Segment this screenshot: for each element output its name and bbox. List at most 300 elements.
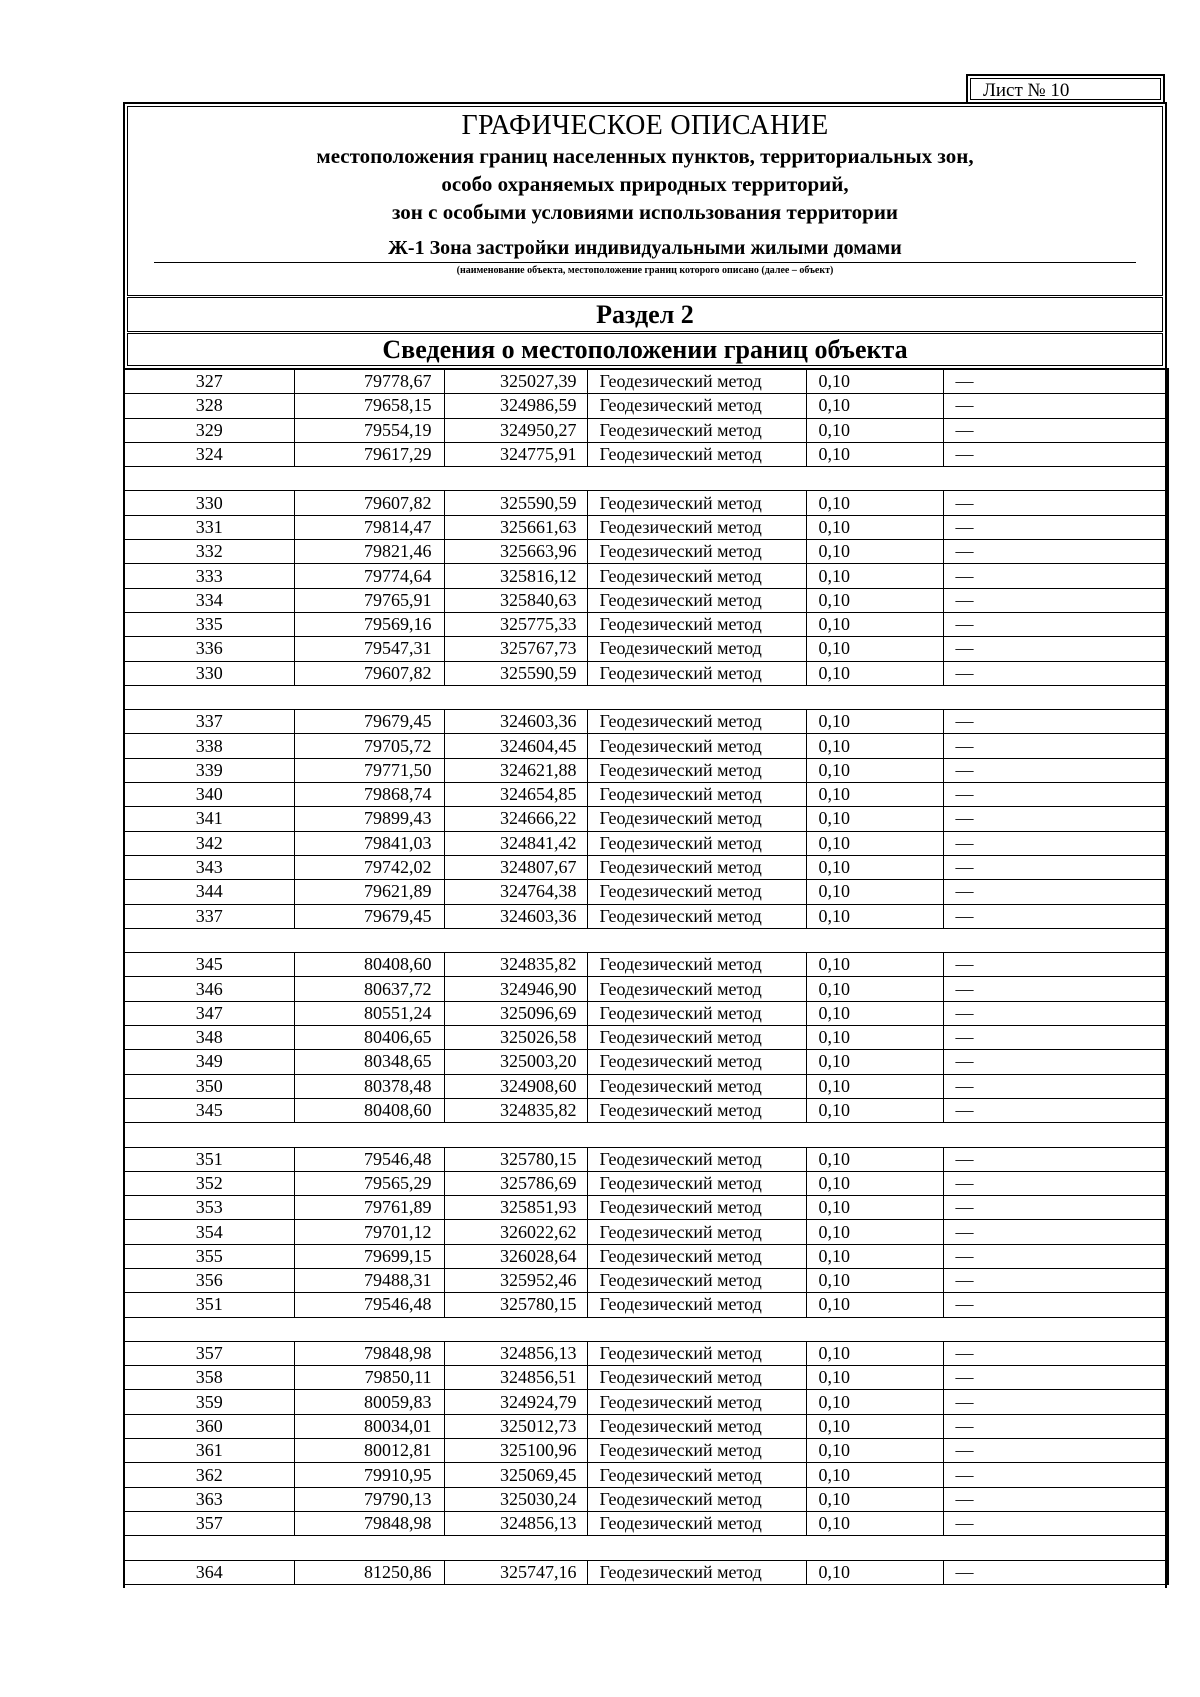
y-coordinate-cell: 325780,15 — [444, 1293, 587, 1317]
precision-cell: 0,10 — [806, 1098, 943, 1122]
y-coordinate-cell: 324835,82 — [444, 953, 587, 977]
x-coordinate-cell: 80348,65 — [294, 1050, 444, 1074]
description-cell: — — [943, 758, 1168, 782]
precision-cell: 0,10 — [806, 1439, 943, 1463]
precision-cell: 0,10 — [806, 369, 943, 394]
method-cell: Геодезический метод — [587, 1244, 806, 1268]
description-cell: — — [943, 588, 1168, 612]
point-number-cell: 356 — [124, 1268, 294, 1292]
method-cell: Геодезический метод — [587, 1341, 806, 1365]
point-number-cell: 345 — [124, 1098, 294, 1122]
table-row — [124, 442, 1168, 466]
description-cell: — — [943, 880, 1168, 904]
table-row — [124, 1463, 1168, 1487]
description-cell: — — [943, 807, 1168, 831]
x-coordinate-cell: 79554,19 — [294, 418, 444, 442]
table-row — [124, 418, 1168, 442]
table-row — [124, 880, 1168, 904]
y-coordinate-cell: 324775,91 — [444, 442, 587, 466]
x-coordinate-cell: 79607,82 — [294, 491, 444, 515]
y-coordinate-cell: 325030,24 — [444, 1487, 587, 1511]
method-cell: Геодезический метод — [587, 1220, 806, 1244]
group-separator-cell — [124, 685, 1168, 709]
x-coordinate-cell: 80034,01 — [294, 1414, 444, 1438]
method-cell: Геодезический метод — [587, 758, 806, 782]
y-coordinate-cell: 325840,63 — [444, 588, 587, 612]
group-separator-cell — [124, 1536, 1168, 1560]
sheet-number-box — [966, 74, 1165, 104]
y-coordinate-cell: 324654,85 — [444, 783, 587, 807]
precision-cell: 0,10 — [806, 1341, 943, 1365]
precision-cell: 0,10 — [806, 491, 943, 515]
description-cell: — — [943, 855, 1168, 879]
x-coordinate-cell: 79658,15 — [294, 394, 444, 418]
precision-cell: 0,10 — [806, 540, 943, 564]
method-cell: Геодезический метод — [587, 564, 806, 588]
precision-cell: 0,10 — [806, 1001, 943, 1025]
precision-cell: 0,10 — [806, 977, 943, 1001]
y-coordinate-cell: 324666,22 — [444, 807, 587, 831]
x-coordinate-cell: 79771,50 — [294, 758, 444, 782]
x-coordinate-cell: 80637,72 — [294, 977, 444, 1001]
table-row — [124, 1293, 1168, 1317]
precision-cell: 0,10 — [806, 710, 943, 734]
x-coordinate-cell: 79701,12 — [294, 1220, 444, 1244]
precision-cell: 0,10 — [806, 904, 943, 928]
method-cell: Геодезический метод — [587, 807, 806, 831]
y-coordinate-cell: 325767,73 — [444, 637, 587, 661]
precision-cell: 0,10 — [806, 588, 943, 612]
table-row — [124, 1244, 1168, 1268]
x-coordinate-cell: 79841,03 — [294, 831, 444, 855]
precision-cell: 0,10 — [806, 1147, 943, 1171]
group-separator-row — [124, 928, 1168, 952]
method-cell: Геодезический метод — [587, 734, 806, 758]
x-coordinate-cell: 79488,31 — [294, 1268, 444, 1292]
table-row — [124, 1001, 1168, 1025]
table-row — [124, 855, 1168, 879]
point-number-cell: 341 — [124, 807, 294, 831]
precision-cell: 0,10 — [806, 1487, 943, 1511]
precision-cell: 0,10 — [806, 564, 943, 588]
method-cell: Геодезический метод — [587, 418, 806, 442]
point-number-cell: 351 — [124, 1147, 294, 1171]
point-number-cell: 352 — [124, 1171, 294, 1195]
description-cell: — — [943, 1293, 1168, 1317]
x-coordinate-cell: 79617,29 — [294, 442, 444, 466]
table-row — [124, 1098, 1168, 1122]
method-cell: Геодезический метод — [587, 442, 806, 466]
x-coordinate-cell: 79679,45 — [294, 904, 444, 928]
document-title: ГРАФИЧЕСКОЕ ОПИСАНИЕ — [461, 110, 829, 141]
x-coordinate-cell: 79868,74 — [294, 783, 444, 807]
point-number-cell: 331 — [124, 515, 294, 539]
table-row — [124, 540, 1168, 564]
precision-cell: 0,10 — [806, 880, 943, 904]
method-cell: Геодезический метод — [587, 1098, 806, 1122]
table-row — [124, 1366, 1168, 1390]
description-cell: — — [943, 637, 1168, 661]
point-number-cell: 349 — [124, 1050, 294, 1074]
description-cell: — — [943, 904, 1168, 928]
y-coordinate-cell: 325786,69 — [444, 1171, 587, 1195]
coordinates-table — [123, 368, 1169, 1585]
table-row — [124, 564, 1168, 588]
method-cell: Геодезический метод — [587, 1463, 806, 1487]
point-number-cell: 348 — [124, 1026, 294, 1050]
precision-cell: 0,10 — [806, 807, 943, 831]
table-row — [124, 1171, 1168, 1195]
document-header — [127, 106, 1163, 296]
method-cell: Геодезический метод — [587, 661, 806, 685]
precision-cell: 0,10 — [806, 1366, 943, 1390]
group-separator-row — [124, 1317, 1168, 1341]
method-cell: Геодезический метод — [587, 1560, 806, 1584]
description-cell: — — [943, 515, 1168, 539]
x-coordinate-cell: 79699,15 — [294, 1244, 444, 1268]
point-number-cell: 337 — [124, 904, 294, 928]
x-coordinate-cell: 80059,83 — [294, 1390, 444, 1414]
y-coordinate-cell: 324856,13 — [444, 1511, 587, 1535]
x-coordinate-cell: 79565,29 — [294, 1171, 444, 1195]
point-number-cell: 324 — [124, 442, 294, 466]
y-coordinate-cell: 325851,93 — [444, 1196, 587, 1220]
method-cell: Геодезический метод — [587, 1511, 806, 1535]
table-row — [124, 1196, 1168, 1220]
precision-cell: 0,10 — [806, 1196, 943, 1220]
table-row — [124, 1050, 1168, 1074]
point-number-cell: 363 — [124, 1487, 294, 1511]
y-coordinate-cell: 324986,59 — [444, 394, 587, 418]
x-coordinate-cell: 79778,67 — [294, 369, 444, 394]
method-cell: Геодезический метод — [587, 880, 806, 904]
precision-cell: 0,10 — [806, 1560, 943, 1584]
table-row — [124, 1341, 1168, 1365]
precision-cell: 0,10 — [806, 1390, 943, 1414]
precision-cell: 0,10 — [806, 1463, 943, 1487]
table-row — [124, 1560, 1168, 1584]
method-cell: Геодезический метод — [587, 1487, 806, 1511]
precision-cell: 0,10 — [806, 1050, 943, 1074]
precision-cell: 0,10 — [806, 855, 943, 879]
method-cell: Геодезический метод — [587, 637, 806, 661]
object-caption: (наименование объекта, местоположение границ которого описано (далее – объект) — [456, 265, 834, 276]
description-cell: — — [943, 1244, 1168, 1268]
method-cell: Геодезический метод — [587, 1001, 806, 1025]
method-cell: Геодезический метод — [587, 540, 806, 564]
description-cell: — — [943, 394, 1168, 418]
method-cell: Геодезический метод — [587, 1026, 806, 1050]
table-row — [124, 1074, 1168, 1098]
precision-cell: 0,10 — [806, 515, 943, 539]
table-row — [124, 904, 1168, 928]
point-number-cell: 350 — [124, 1074, 294, 1098]
method-cell: Геодезический метод — [587, 1390, 806, 1414]
group-separator-row — [124, 685, 1168, 709]
method-cell: Геодезический метод — [587, 1268, 806, 1292]
y-coordinate-cell: 324924,79 — [444, 1390, 587, 1414]
description-cell: — — [943, 1463, 1168, 1487]
point-number-cell: 357 — [124, 1511, 294, 1535]
group-separator-cell — [124, 467, 1168, 491]
y-coordinate-cell: 324807,67 — [444, 855, 587, 879]
table-row — [124, 1414, 1168, 1438]
precision-cell: 0,10 — [806, 442, 943, 466]
description-cell: — — [943, 540, 1168, 564]
y-coordinate-cell: 324603,36 — [444, 710, 587, 734]
method-cell: Геодезический метод — [587, 394, 806, 418]
table-row — [124, 1147, 1168, 1171]
y-coordinate-cell: 324604,45 — [444, 734, 587, 758]
precision-cell: 0,10 — [806, 1220, 943, 1244]
point-number-cell: 338 — [124, 734, 294, 758]
point-number-cell: 345 — [124, 953, 294, 977]
description-cell: — — [943, 1560, 1168, 1584]
table-row — [124, 710, 1168, 734]
document-subtitle-line-2: особо охраняемых природных территорий, — [441, 172, 849, 196]
method-cell: Геодезический метод — [587, 1439, 806, 1463]
precision-cell: 0,10 — [806, 661, 943, 685]
y-coordinate-cell: 326022,62 — [444, 1220, 587, 1244]
y-coordinate-cell: 325590,59 — [444, 661, 587, 685]
precision-cell: 0,10 — [806, 734, 943, 758]
object-name: Ж-1 Зона застройки индивидуальными жилыми домами — [388, 237, 902, 259]
x-coordinate-cell: 79790,13 — [294, 1487, 444, 1511]
precision-cell: 0,10 — [806, 1026, 943, 1050]
coordinates-table-body — [124, 369, 1168, 1584]
table-row — [124, 491, 1168, 515]
table-row — [124, 807, 1168, 831]
point-number-cell: 344 — [124, 880, 294, 904]
group-separator-cell — [124, 1317, 1168, 1341]
precision-cell: 0,10 — [806, 1511, 943, 1535]
table-row — [124, 758, 1168, 782]
point-number-cell: 347 — [124, 1001, 294, 1025]
description-cell: — — [943, 1220, 1168, 1244]
point-number-cell: 346 — [124, 977, 294, 1001]
precision-cell: 0,10 — [806, 831, 943, 855]
point-number-cell: 358 — [124, 1366, 294, 1390]
document-subtitle-line-3: зон с особыми условиями использования территории — [391, 200, 899, 224]
method-cell: Геодезический метод — [587, 953, 806, 977]
point-number-cell: 339 — [124, 758, 294, 782]
point-number-cell: 343 — [124, 855, 294, 879]
point-number-cell: 334 — [124, 588, 294, 612]
x-coordinate-cell: 80551,24 — [294, 1001, 444, 1025]
method-cell: Геодезический метод — [587, 904, 806, 928]
point-number-cell: 360 — [124, 1414, 294, 1438]
point-number-cell: 342 — [124, 831, 294, 855]
y-coordinate-cell: 324946,90 — [444, 977, 587, 1001]
point-number-cell: 355 — [124, 1244, 294, 1268]
table-row — [124, 831, 1168, 855]
method-cell: Геодезический метод — [587, 710, 806, 734]
x-coordinate-cell: 79850,11 — [294, 1366, 444, 1390]
point-number-cell: 328 — [124, 394, 294, 418]
y-coordinate-cell: 324835,82 — [444, 1098, 587, 1122]
point-number-cell: 330 — [124, 491, 294, 515]
point-number-cell: 332 — [124, 540, 294, 564]
y-coordinate-cell: 324950,27 — [444, 418, 587, 442]
description-cell: — — [943, 564, 1168, 588]
description-cell: — — [943, 977, 1168, 1001]
point-number-cell: 340 — [124, 783, 294, 807]
point-number-cell: 357 — [124, 1341, 294, 1365]
precision-cell: 0,10 — [806, 1268, 943, 1292]
table-row — [124, 1220, 1168, 1244]
table-row — [124, 515, 1168, 539]
description-cell: — — [943, 418, 1168, 442]
x-coordinate-cell: 79761,89 — [294, 1196, 444, 1220]
x-coordinate-cell: 79814,47 — [294, 515, 444, 539]
table-row — [124, 1026, 1168, 1050]
description-cell: — — [943, 491, 1168, 515]
description-cell: — — [943, 661, 1168, 685]
point-number-cell: 359 — [124, 1390, 294, 1414]
description-cell: — — [943, 1026, 1168, 1050]
description-cell: — — [943, 710, 1168, 734]
method-cell: Геодезический метод — [587, 1074, 806, 1098]
precision-cell: 0,10 — [806, 783, 943, 807]
table-row — [124, 637, 1168, 661]
table-row — [124, 612, 1168, 636]
table-row — [124, 977, 1168, 1001]
point-number-cell: 327 — [124, 369, 294, 394]
precision-cell: 0,10 — [806, 758, 943, 782]
method-cell: Геодезический метод — [587, 1196, 806, 1220]
method-cell: Геодезический метод — [587, 612, 806, 636]
group-separator-row — [124, 467, 1168, 491]
x-coordinate-cell: 79821,46 — [294, 540, 444, 564]
x-coordinate-cell: 79679,45 — [294, 710, 444, 734]
description-cell: — — [943, 1341, 1168, 1365]
precision-cell: 0,10 — [806, 1074, 943, 1098]
point-number-cell: 354 — [124, 1220, 294, 1244]
y-coordinate-cell: 325780,15 — [444, 1147, 587, 1171]
table-row — [124, 1390, 1168, 1414]
x-coordinate-cell: 81250,86 — [294, 1560, 444, 1584]
document-subtitle-line-1: местоположения границ населенных пунктов, территориальных зон, — [316, 144, 974, 168]
table-row — [124, 953, 1168, 977]
description-cell: — — [943, 1268, 1168, 1292]
description-cell: — — [943, 734, 1168, 758]
precision-cell: 0,10 — [806, 394, 943, 418]
method-cell: Геодезический метод — [587, 1366, 806, 1390]
table-row — [124, 1487, 1168, 1511]
description-cell: — — [943, 612, 1168, 636]
precision-cell: 0,10 — [806, 1293, 943, 1317]
description-cell: — — [943, 1414, 1168, 1438]
precision-cell: 0,10 — [806, 418, 943, 442]
sheet-number: Лист № 10 — [970, 78, 1161, 100]
x-coordinate-cell: 79546,48 — [294, 1293, 444, 1317]
y-coordinate-cell: 324908,60 — [444, 1074, 587, 1098]
group-separator-row — [124, 1536, 1168, 1560]
description-cell: — — [943, 953, 1168, 977]
x-coordinate-cell: 79765,91 — [294, 588, 444, 612]
y-coordinate-cell: 325096,69 — [444, 1001, 587, 1025]
x-coordinate-cell: 79607,82 — [294, 661, 444, 685]
table-row — [124, 369, 1168, 394]
x-coordinate-cell: 80378,48 — [294, 1074, 444, 1098]
y-coordinate-cell: 325747,16 — [444, 1560, 587, 1584]
point-number-cell: 335 — [124, 612, 294, 636]
point-number-cell: 361 — [124, 1439, 294, 1463]
y-coordinate-cell: 325027,39 — [444, 369, 587, 394]
table-row — [124, 783, 1168, 807]
point-number-cell: 329 — [124, 418, 294, 442]
x-coordinate-cell: 80012,81 — [294, 1439, 444, 1463]
y-coordinate-cell: 324856,13 — [444, 1341, 587, 1365]
description-cell: — — [943, 1098, 1168, 1122]
description-cell: — — [943, 1147, 1168, 1171]
point-number-cell: 337 — [124, 710, 294, 734]
y-coordinate-cell: 325663,96 — [444, 540, 587, 564]
y-coordinate-cell: 324856,51 — [444, 1366, 587, 1390]
point-number-cell: 353 — [124, 1196, 294, 1220]
section-info-title: Сведения о местоположении границ объекта — [127, 333, 1163, 366]
method-cell: Геодезический метод — [587, 1171, 806, 1195]
point-number-cell: 330 — [124, 661, 294, 685]
y-coordinate-cell: 325661,63 — [444, 515, 587, 539]
x-coordinate-cell: 79547,31 — [294, 637, 444, 661]
description-cell: — — [943, 1196, 1168, 1220]
x-coordinate-cell: 79848,98 — [294, 1511, 444, 1535]
description-cell: — — [943, 369, 1168, 394]
y-coordinate-cell: 324841,42 — [444, 831, 587, 855]
table-row — [124, 1439, 1168, 1463]
y-coordinate-cell: 325952,46 — [444, 1268, 587, 1292]
x-coordinate-cell: 79569,16 — [294, 612, 444, 636]
y-coordinate-cell: 325816,12 — [444, 564, 587, 588]
y-coordinate-cell: 324764,38 — [444, 880, 587, 904]
method-cell: Геодезический метод — [587, 1293, 806, 1317]
description-cell: — — [943, 1074, 1168, 1098]
description-cell: — — [943, 442, 1168, 466]
group-separator-cell — [124, 1123, 1168, 1147]
table-row — [124, 1268, 1168, 1292]
method-cell: Геодезический метод — [587, 1414, 806, 1438]
x-coordinate-cell: 79774,64 — [294, 564, 444, 588]
precision-cell: 0,10 — [806, 612, 943, 636]
x-coordinate-cell: 80408,60 — [294, 1098, 444, 1122]
description-cell: — — [943, 1050, 1168, 1074]
x-coordinate-cell: 79621,89 — [294, 880, 444, 904]
x-coordinate-cell: 80406,65 — [294, 1026, 444, 1050]
method-cell: Геодезический метод — [587, 783, 806, 807]
object-underline — [154, 262, 1136, 263]
method-cell: Геодезический метод — [587, 977, 806, 1001]
x-coordinate-cell: 79742,02 — [294, 855, 444, 879]
method-cell: Геодезический метод — [587, 491, 806, 515]
method-cell: Геодезический метод — [587, 831, 806, 855]
section-title: Раздел 2 — [127, 297, 1163, 332]
method-cell: Геодезический метод — [587, 369, 806, 394]
point-number-cell: 364 — [124, 1560, 294, 1584]
description-cell: — — [943, 783, 1168, 807]
table-row — [124, 661, 1168, 685]
method-cell: Геодезический метод — [587, 1147, 806, 1171]
description-cell: — — [943, 1487, 1168, 1511]
point-number-cell: 362 — [124, 1463, 294, 1487]
table-row — [124, 588, 1168, 612]
precision-cell: 0,10 — [806, 1414, 943, 1438]
point-number-cell: 336 — [124, 637, 294, 661]
x-coordinate-cell: 79705,72 — [294, 734, 444, 758]
x-coordinate-cell: 79848,98 — [294, 1341, 444, 1365]
y-coordinate-cell: 325012,73 — [444, 1414, 587, 1438]
description-cell: — — [943, 831, 1168, 855]
